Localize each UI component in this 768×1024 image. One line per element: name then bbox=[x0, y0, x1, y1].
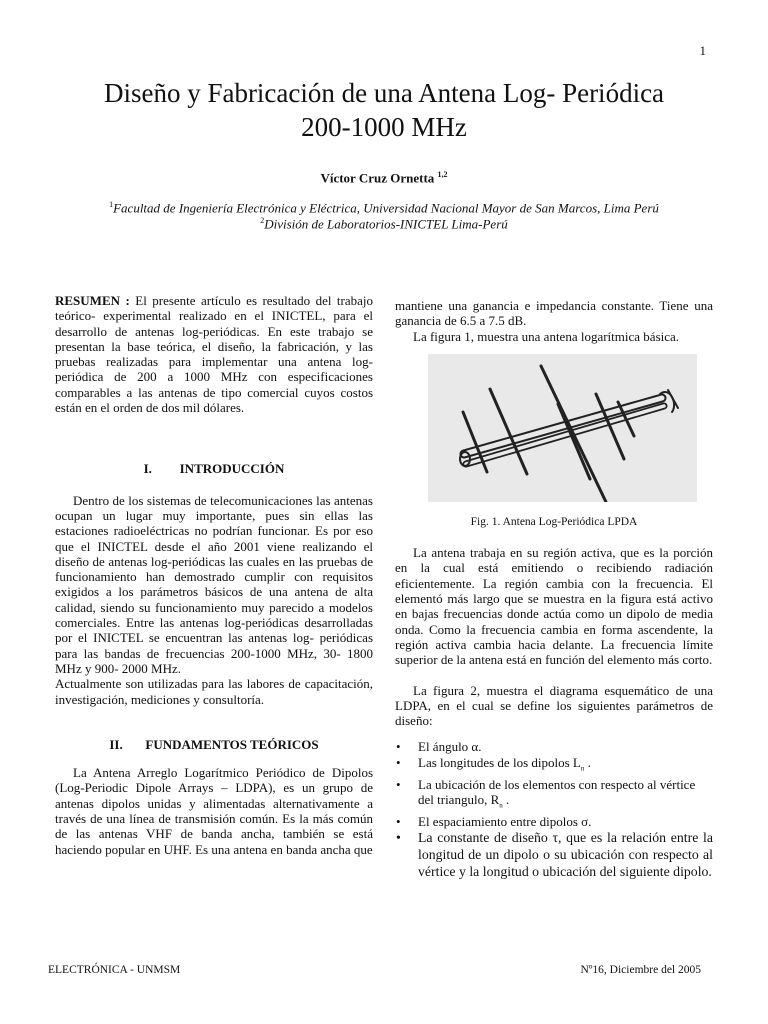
param-lengths-end: . bbox=[584, 754, 591, 770]
left-column bbox=[55, 293, 373, 857]
affiliation-1-sup: 1 bbox=[109, 200, 114, 209]
figure-1-lpda-photo bbox=[428, 354, 697, 502]
design-parameters-list bbox=[395, 739, 713, 880]
active-region-paragraph: La antena trabaja en su región activa, que es la porción en la cual está emitiendo o recibiendo radiación eficientemente. La región cambia con la frecuencia. El elementó más largo que se muestra en la figura está activo en bajas frecuencias donde actúa como un dipolo de media onda. Como la frecuencia cambia en forma ascendente, la región activa cambia hacia delante. La frecuencia límite superior de la antena está en función del elemento más corto. bbox=[395, 545, 713, 668]
figure-2-paragraph: La figura 2, muestra el diagrama esquemático de una LDPA, en el cual se define los siguientes parámetros de diseño: bbox=[395, 682, 713, 729]
param-tau: La constante de diseño τ, que es la relación entre la longitud de un dipolo o su ubicación con respecto al vértice y la longitud o ubicación del siguiente dipolo. bbox=[418, 830, 713, 880]
bullet-icon: • bbox=[396, 754, 401, 770]
section-1-number: I. bbox=[143, 461, 152, 477]
param-angle: El ángulo α. bbox=[418, 739, 482, 755]
list-item bbox=[395, 755, 713, 777]
section-heading-introduccion bbox=[55, 461, 373, 476]
fundamentos-paragraph: La Antena Arreglo Logarítmico Periódico de Dipolos (Log-Periodic Dipole Arrays – LDPA), es un grupo de antenas dipolos unidas y alimentadas alternativamente a través de una línea de transmisión común. Es la más común de las antenas VHF de banda ancha, también se está haciendo popular en UHF. Es una antena en banda ancha que bbox=[55, 765, 373, 857]
author bbox=[0, 170, 768, 186]
right-column bbox=[395, 298, 713, 880]
list-item bbox=[395, 814, 713, 829]
affiliation-1 bbox=[0, 200, 768, 216]
bullet-icon: • bbox=[396, 830, 401, 846]
figure-1-caption: Fig. 1. Antena Log-Periódica LPDA bbox=[470, 515, 638, 528]
footer-journal: ELECTRÓNICA - UNMSM bbox=[48, 964, 181, 976]
list-item bbox=[395, 739, 713, 754]
intro-paragraph-2: Actualmente son utilizadas para las labores de capacitación, investigación, mediciones y consultoría. bbox=[55, 676, 373, 707]
affiliation-2 bbox=[0, 216, 768, 232]
param-location-sub: n bbox=[499, 801, 503, 810]
list-item bbox=[395, 777, 713, 814]
figure-intro-paragraph: La figura 1, muestra una antena logarítmica básica. bbox=[413, 328, 680, 344]
paper-title bbox=[40, 76, 728, 144]
param-spacing: El espaciamiento entre dipolos σ. bbox=[418, 813, 592, 829]
affiliation-2-text: División de Laboratorios-INICTEL Lima-Perú bbox=[264, 216, 508, 232]
lpda-antenna-drawing bbox=[428, 354, 697, 502]
bullet-icon: • bbox=[396, 739, 401, 755]
continuation-paragraph: mantiene una ganancia e impedancia constante. Tiene una ganancia de 6.5 a 7.5 dB. bbox=[395, 298, 713, 329]
affiliation-2-sup: 2 bbox=[260, 216, 265, 225]
affiliation-1-text: Facultad de Ingeniería Electrónica y Eléctrica, Universidad Nacional Mayor de San Marcos, Lima Perú bbox=[113, 200, 659, 216]
list-item bbox=[395, 829, 713, 880]
param-location: La ubicación de los elementos con respecto al vértice del triangulo, R bbox=[418, 776, 696, 807]
section-2-title: FUNDAMENTOS TEÓRICOS bbox=[145, 736, 319, 752]
param-location-end: . bbox=[502, 791, 510, 807]
abstract-text: El presente artículo es resultado del trabajo teórico- experimental realizado en el INICTEL, para el desarrollo de antenas log-periódicas. En este trabajo se presentan la base teórica, el diseño, la fabricación, y las pruebas realizadas para implementar una antena log-periódica de 200 a 1000 MHz con especificaciones comparables a las antenas de tipo comercial cuyos costos están en el orden de dos mil dólares. bbox=[55, 293, 373, 416]
bullet-icon: • bbox=[396, 776, 401, 792]
bullet-icon: • bbox=[396, 813, 401, 829]
section-1-title: INTRODUCCIÓN bbox=[179, 461, 285, 477]
param-lengths-sub: n bbox=[580, 764, 585, 773]
title-line-1: Diseño y Fabricación de una Antena Log- Periódica bbox=[103, 78, 665, 108]
abstract bbox=[55, 293, 373, 415]
param-lengths: Las longitudes de los dipolos L bbox=[418, 754, 581, 770]
section-heading-fundamentos bbox=[55, 737, 373, 752]
intro-paragraph-1: Dentro de los sistemas de telecomunicaciones las antenas ocupan un lugar muy importante, pues sin ellas las estaciones radioeléctricas no podrían funcionar. Es por eso que el INICTEL desde el año 2001 viene realizando el diseño de antenas log-periódicas las cuales en las pruebas de funcionamiento han demostrado cumplir con requisitos exigidos a los parámetros básicos de una antena de alta calidad, siendo su funcionamiento muy parecido a modelos comerciales. Entre las antenas log-periódicas desarrolladas por el INICTEL se encuentran las antenas log- periódicas para las bandas de frecuencias 200-1000 MHz, 30- 1800 MHz y 900- 2000 MHz. bbox=[55, 492, 373, 676]
section-2-number: II. bbox=[109, 736, 123, 752]
title-line-2: 200-1000 MHz bbox=[301, 112, 467, 142]
author-sup: 1,2 bbox=[437, 170, 448, 179]
abstract-label: RESUMEN : bbox=[55, 293, 130, 308]
page-number: 1 bbox=[699, 43, 706, 58]
author-name: Víctor Cruz Ornetta bbox=[320, 170, 435, 186]
footer-issue: Nº16, Diciembre del 2005 bbox=[580, 964, 701, 976]
